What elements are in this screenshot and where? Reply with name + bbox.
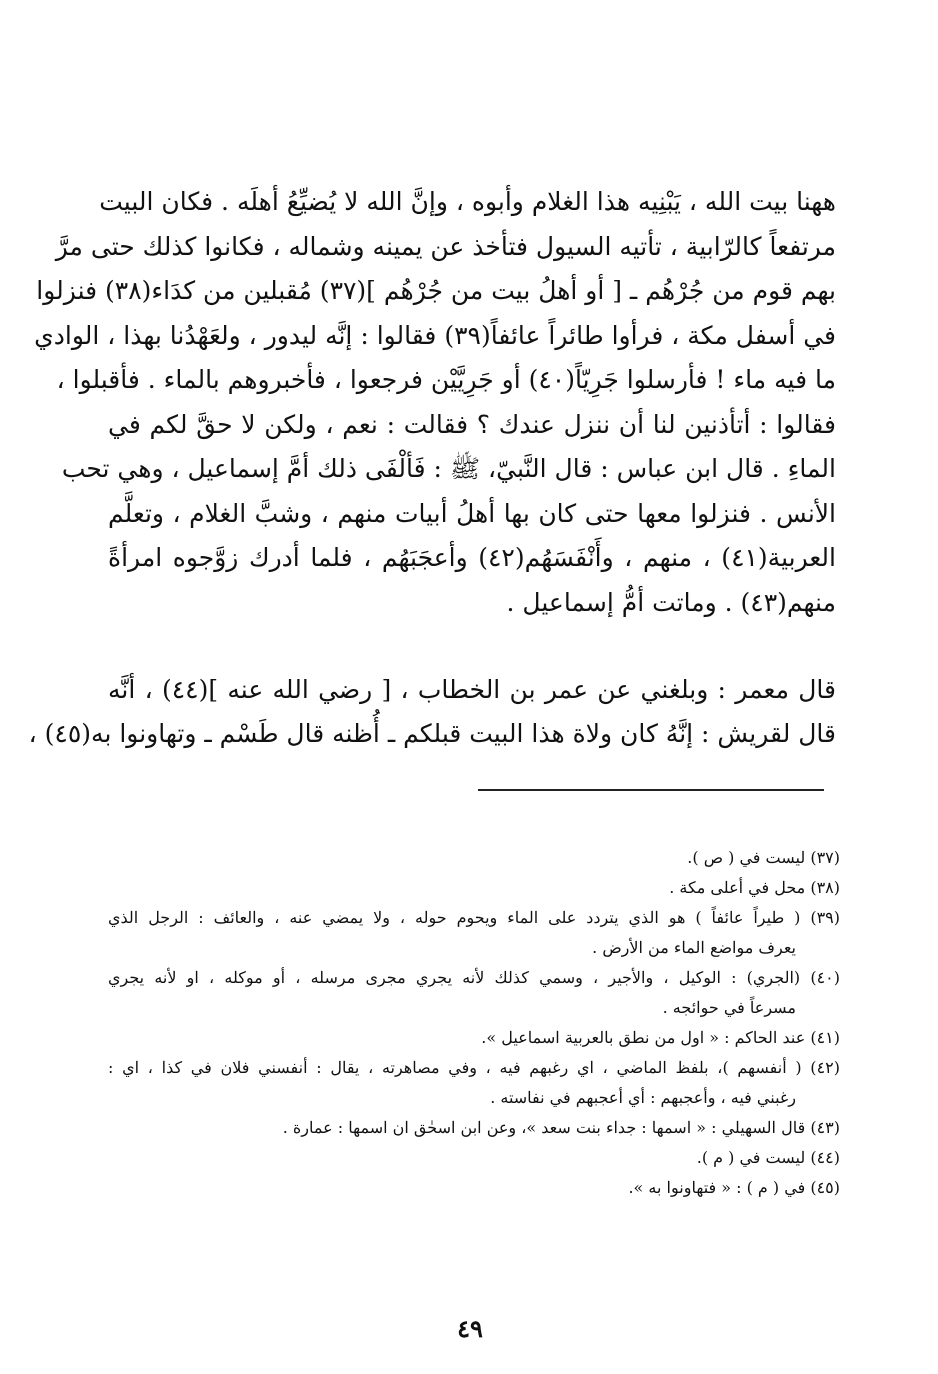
text-line: الأنس . فنزلوا معها حتى كان بها أهلُ أبيات منهم ، وشبَّ الغلام ، وتعلَّم xyxy=(108,498,836,528)
text-line: الماءِ . قال ابن عباس : قال النَّبيّ، ﷺ : فَألْفَى ذلك أمَّ إسماعيل ، وهي تحب xyxy=(61,454,836,483)
footnote-42-continuation: رغبني فيه ، وأعجبهم : أي أعجبهم في نفاسته . xyxy=(490,1088,796,1107)
footnote-separator xyxy=(478,789,824,791)
footnote-39-continuation: يعرف مواضع الماء من الأرض . xyxy=(592,938,796,957)
footnote-40-continuation: مسرعاً في حوائجه . xyxy=(662,998,796,1017)
text-line: منهم(٤٣) . وماتت أمُّ إسماعيل . xyxy=(506,587,836,617)
footnotes xyxy=(108,843,840,1203)
text-line: ههنا بيت الله ، يَبْنِيه هذا الغلام وأبوه ، وإنَّ الله لا يُضيِّعُ أهلَه . فكان البيت xyxy=(99,187,836,216)
footnote-40: (٤٠) (الجري) : الوكيل ، والأجير ، وسمي كذلك لأنه يجري مجرى مرسله ، أو موكله ، او لأنه يجري xyxy=(108,968,840,987)
footnote-37: (٣٧) ليست في ( ص ). xyxy=(687,848,840,867)
footnote-42: (٤٢) ( أنفسهم )، بلفظ الماضي ، اي رغبهم فيه ، وفي مصاهرته ، يقال : أنفسني فلان في كذا ، اي : xyxy=(108,1058,840,1077)
text-line: في أسفل مكة ، فرأوا طائراً عائفاً(٣٩) فقالوا : إنَّه ليدور ، ولعَهْدُنا بهذا ، الوادي xyxy=(34,320,836,350)
footnote-39: (٣٩) ( طيراً عائفاً ) هو الذي يتردد على الماء ويحوم حوله ، ولا يمضي عنه ، والعائف : الرجل الذي xyxy=(108,908,841,927)
text-line: بهم قوم من جُرْهُم ـ [ أو أهلُ بيت من جُرْهُم ](٣٧) مُقبلين من كدَاء(٣٨) فنزلوا xyxy=(36,276,836,305)
footnote-38: (٣٨) محل في أعلى مكة . xyxy=(669,878,840,897)
footnote-41: (٤١) عند الحاكم : « اول من نطق بالعربية اسماعيل ». xyxy=(481,1028,840,1047)
text-line: مرتفعاً كالرّابية ، تأتيه السيول فتأخذ عن يمينه وشماله ، فكانوا كذلك حتى مرَّ xyxy=(55,231,836,261)
footnote-43: (٤٣) قال السهيلي : « اسمها : جداء بنت سعد »، وعن ابن اسحٰق ان اسمها : عمارة . xyxy=(282,1118,840,1137)
second-paragraph xyxy=(28,668,836,756)
footnote-44: (٤٤) ليست في ( م ). xyxy=(696,1148,840,1167)
text-line: قال معمر : وبلغني عن عمر بن الخطاب ، [ رضي الله عنه ](٤٤) ، أنَّه xyxy=(108,675,836,704)
text-line: فقالوا : أتأذنين لنا أن ننزل عندك ؟ فقالت : نعم ، ولكن لا حقَّ لكم في xyxy=(108,409,836,439)
text-line: ما فيه ماء ! فأرسلوا جَرِيّاً(٤٠) أو جَرِيَّيْن فرجعوا ، فأخبروهم بالماء . فأقبلوا ، xyxy=(56,365,836,394)
footnote-45: (٤٥) في ( م ) : « فتهاونوا به ». xyxy=(628,1178,840,1197)
text-line: قال لقريش : إنَّهُ كان ولاة هذا البيت قبلكم ـ أُظنه قال طَسْم ـ وتهاونوا به(٤٥) ، xyxy=(28,719,836,748)
text-line: العربية(٤١) ، منهم ، وأَنْفَسَهُم(٤٢) وأعجَبَهُم ، فلما أدرك زوَّجوه امرأةً xyxy=(108,543,836,572)
page-number: ٤٩ xyxy=(457,1314,483,1343)
main-paragraph xyxy=(34,180,836,625)
